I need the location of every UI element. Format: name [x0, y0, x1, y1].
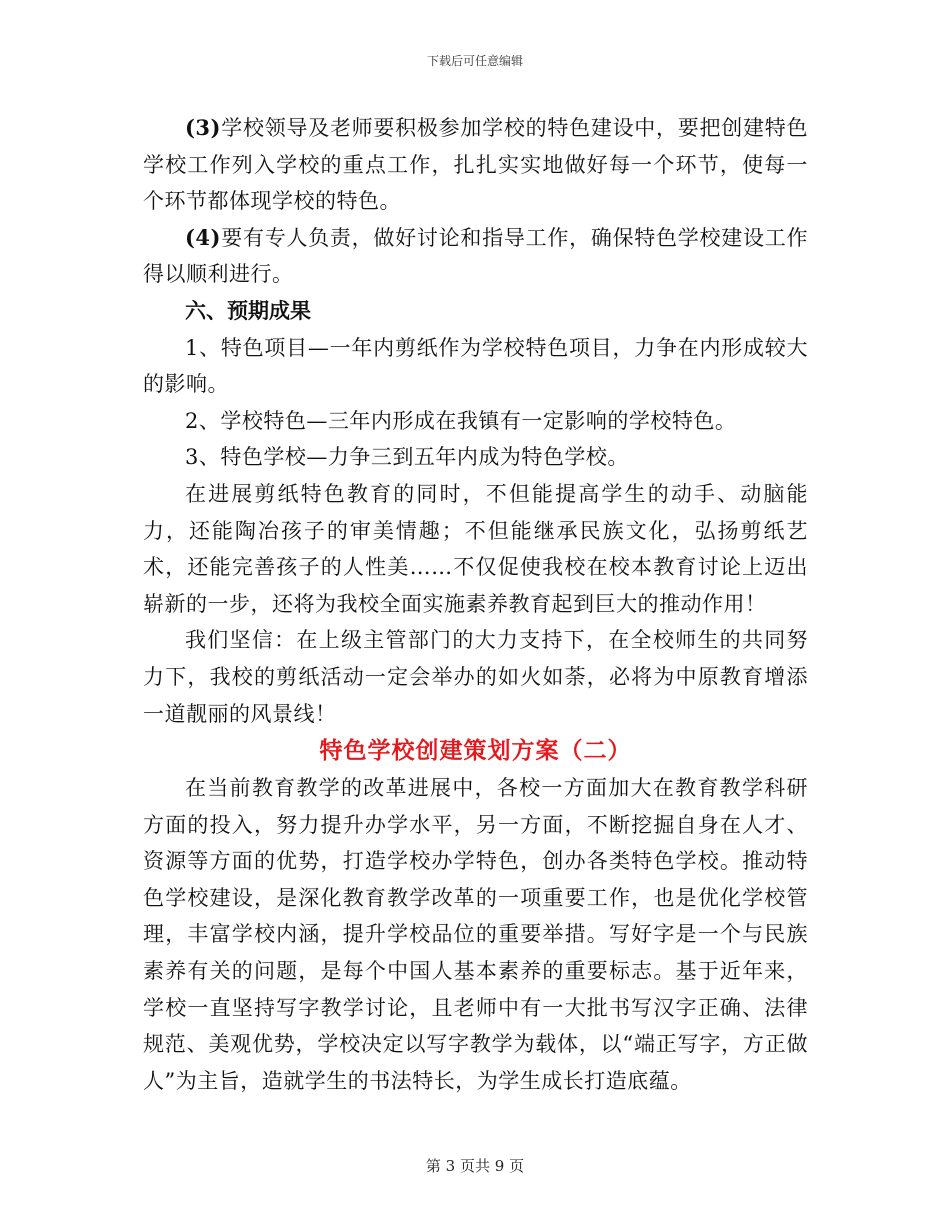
intro-paragraph: 在当前教育教学的改革进展中，各校一方面加大在教育教学科研方面的投入，努力提升办学水平，另一方面，不断挖掘自身在人才、资源等方面的优势，打造学校办学特色，创办各类特色学校。推动特色学校建设，是深化教育教学改革的一项重要工作，也是优化学校管理，丰富学校内涵，提升学校品位的重要举措。写好字是一个与民族素养有关的问题，是每个中国人基本素养的重要标志。基于近年来，学校一直坚持写字教学讨论，且老师中有一大批书写汉字正确、法律规范、美观优势，学校决定以写字教学为载体，以“端正写字，方正做人”为主旨，造就学生的书法特长，为学生成长打造底蕴。 — [143, 776, 808, 1093]
plan-title-two: 特色学校创建策划方案（二） — [319, 737, 632, 765]
document-body — [143, 110, 808, 1099]
paragraph-item-4 — [143, 220, 808, 293]
result-item-1: 1、特色项目—一年内剪纸作为学校特色项目，力争在内形成较大的影响。 — [143, 335, 808, 397]
section-heading-expected-results: 六、预期成果 — [185, 297, 311, 323]
paragraph-text: 学校领导及老师要积极参加学校的特色建设中，要把创建特色学校工作列入学校的重点工作，扎扎实实地做好每一个环节，使每一个环节都体现学校的特色。 — [143, 116, 808, 214]
conclusion-paragraph-1: 在进展剪纸特色教育的同时，不但能提高学生的动手、动脑能力，还能陶冶孩子的审美情趣；不但能继承民族文化，弘扬剪纸艺术，还能完善孩子的人性美……不仅促使我校在校本教育讨论上迈出崭新的一步，还将为我校全面实施素养教育起到巨大的推动作用！ — [143, 481, 808, 616]
paragraph-text: 要有专人负责，做好讨论和指导工作，确保特色学校建设工作得以顺利进行。 — [143, 225, 808, 287]
page-number: 第 3 页共 9 页 — [425, 1157, 525, 1175]
result-item-3: 3、特色学校—力争三到五年内成为特色学校。 — [185, 445, 629, 470]
paragraph-item-3 — [143, 110, 808, 220]
conclusion-paragraph-2: 我们坚信：在上级主管部门的大力支持下，在全校师生的共同努力下，我校的剪纸活动一定会举办的如火如荼，必将为中原教育增添一道靓丽的风景线！ — [143, 628, 808, 726]
item-number: (3) — [185, 115, 221, 140]
item-number: (4) — [185, 224, 221, 250]
result-item-2: 2、学校特色—三年内形成在我镇有一定影响的学校特色。 — [185, 408, 737, 433]
page-header: 下载后可任意编辑 — [426, 54, 523, 68]
